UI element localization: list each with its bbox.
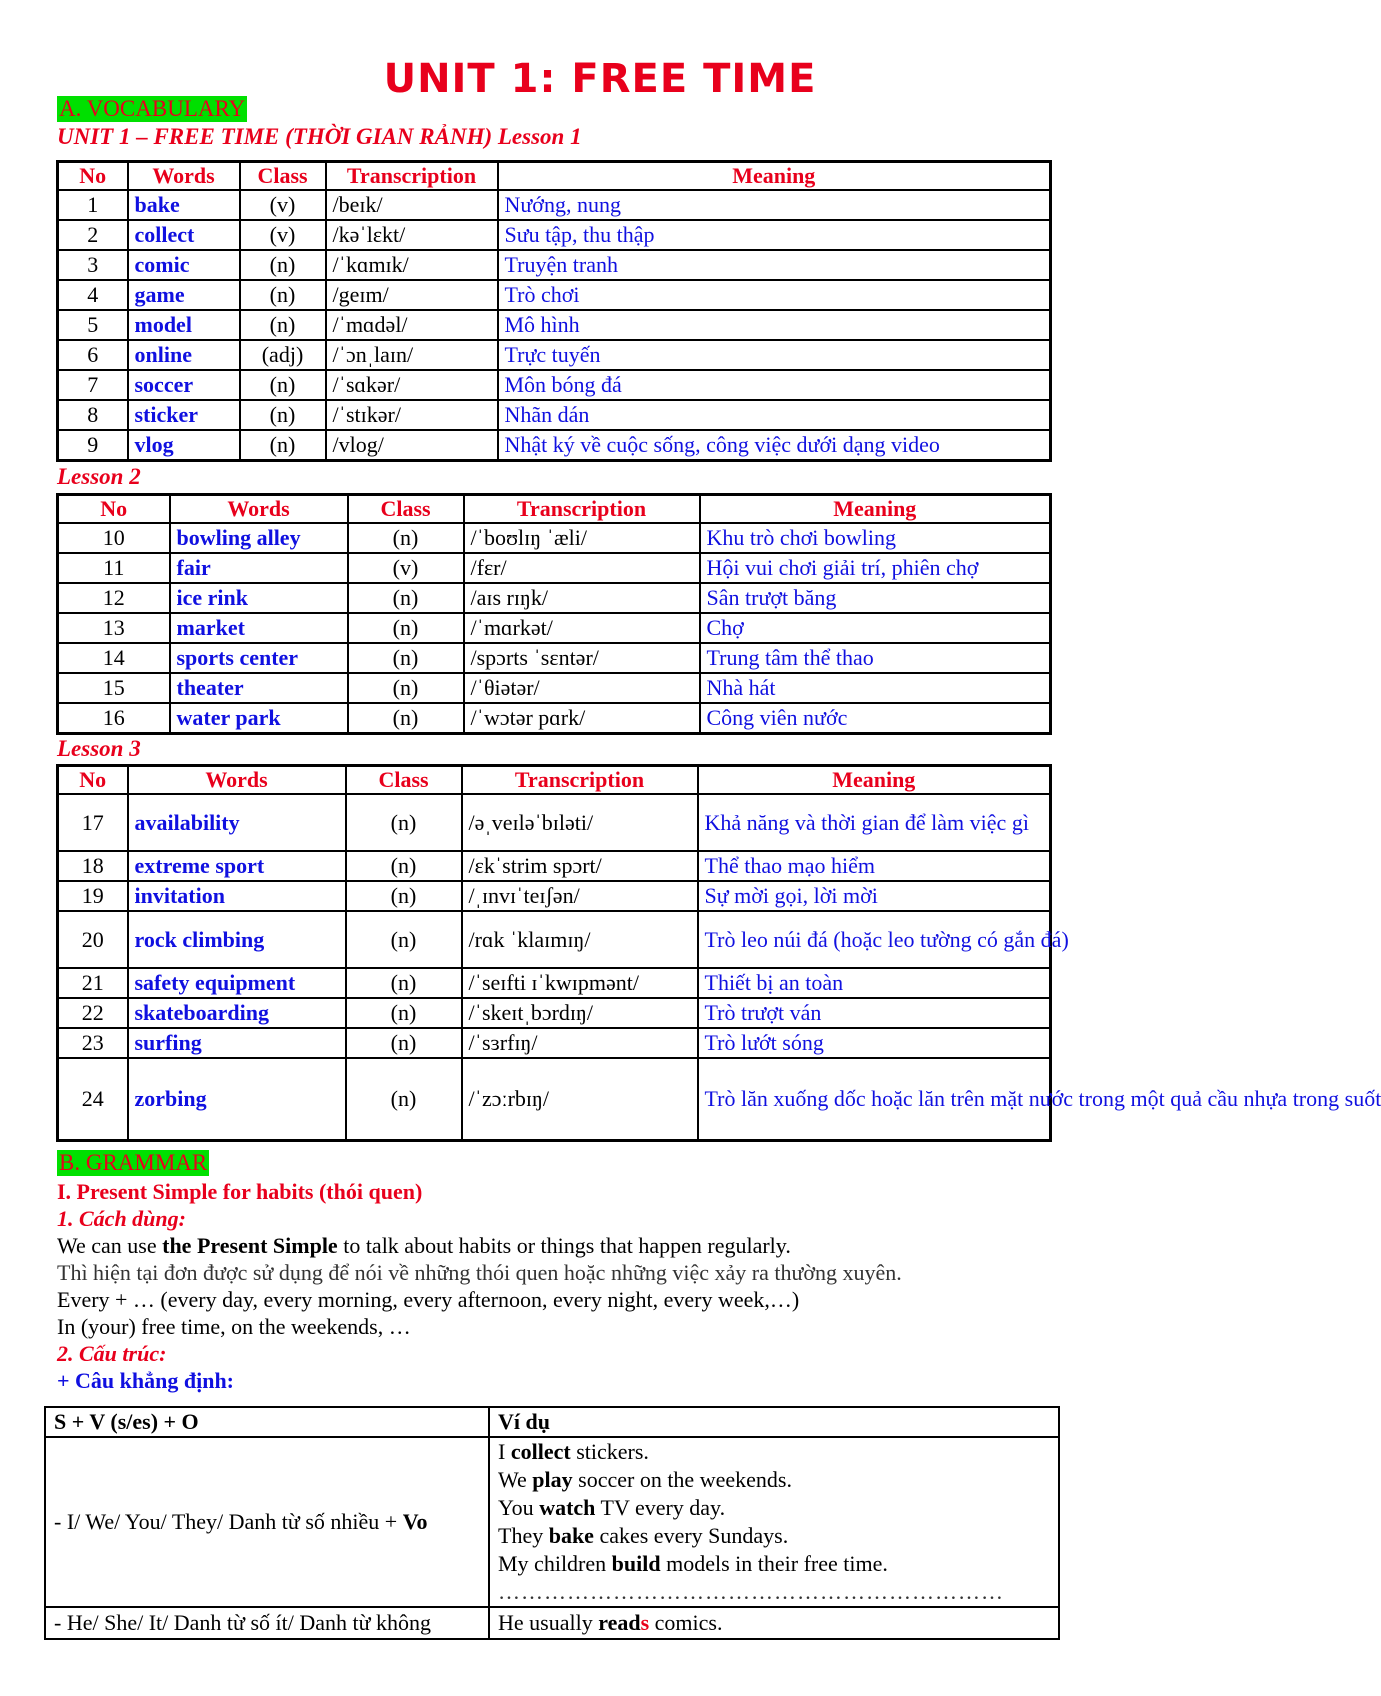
word-class-cell: (n) bbox=[346, 794, 462, 851]
transcription-cell: /ˈseɪfti ɪˈkwɪpmənt/ bbox=[462, 968, 698, 998]
usage-vietnamese: Thì hiện tại đơn được sử dụng để nói về những thói quen hoặc những việc xảy ra thường xuyên. bbox=[57, 1260, 902, 1285]
word-class-cell: (n) bbox=[348, 643, 464, 673]
example-post: stickers. bbox=[570, 1439, 649, 1464]
transcription-cell: /fɛr/ bbox=[464, 553, 700, 583]
row-number-cell: 12 bbox=[58, 583, 170, 613]
grammar-table bbox=[44, 1406, 1060, 1640]
usage-en-post: to talk about habits or things that happen regularly. bbox=[337, 1233, 791, 1258]
meaning-cell: Nhật ký về cuộc sống, công việc dưới dạng video bbox=[498, 430, 1051, 460]
example-post: comics. bbox=[649, 1610, 723, 1635]
meaning-cell: Nhà hát bbox=[700, 673, 1051, 703]
word-class-cell: (n) bbox=[240, 250, 326, 280]
row-number-cell: 23 bbox=[58, 1028, 128, 1058]
table-row bbox=[58, 643, 1051, 673]
word-class-cell: (n) bbox=[240, 370, 326, 400]
grammar-table-header bbox=[45, 1407, 1059, 1437]
section-b-heading: B. GRAMMAR bbox=[59, 1150, 208, 1175]
table-row bbox=[58, 553, 1051, 583]
lesson3-table bbox=[56, 764, 1381, 1142]
row-number-cell: 11 bbox=[58, 553, 170, 583]
meaning-cell: Trò trượt ván bbox=[698, 998, 1051, 1028]
transcription-cell: /aɪs rɪŋk/ bbox=[464, 583, 700, 613]
transcription-cell: /ˈkɑmɪk/ bbox=[326, 250, 498, 280]
word-class-cell: (n) bbox=[240, 430, 326, 460]
example-verb: collect bbox=[510, 1439, 571, 1464]
row-number-cell: 10 bbox=[58, 523, 170, 553]
meaning-cell: Trò lướt sóng bbox=[698, 1028, 1051, 1058]
header-transcription: Transcription bbox=[464, 495, 700, 524]
word-cell: soccer bbox=[128, 370, 240, 400]
usage-en-pre: We can use bbox=[57, 1233, 163, 1258]
meaning-cell: Sân trượt băng bbox=[700, 583, 1051, 613]
row-number-cell: 14 bbox=[58, 643, 170, 673]
section-a-heading: A. VOCABULARY bbox=[59, 96, 246, 121]
row-number-cell: 18 bbox=[58, 851, 128, 881]
word-cell: vlog bbox=[128, 430, 240, 460]
page-title: UNIT 1: FREE TIME bbox=[383, 56, 817, 102]
word-class-cell: (n) bbox=[240, 400, 326, 430]
usage-label: 1. Cách dùng: bbox=[57, 1206, 186, 1231]
word-cell: zorbing bbox=[128, 1058, 346, 1140]
transcription-cell: /vlog/ bbox=[326, 430, 498, 460]
row-number-cell: 17 bbox=[58, 794, 128, 851]
example-verb-suffix: s bbox=[640, 1610, 650, 1635]
word-class-cell: (v) bbox=[240, 190, 326, 220]
example-verb: bake bbox=[548, 1523, 594, 1548]
table-row bbox=[58, 911, 1051, 968]
example-sentence bbox=[498, 1466, 1050, 1494]
transcription-cell: /əˌveɪləˈbɪləti/ bbox=[462, 794, 698, 851]
header-meaning: Meaning bbox=[498, 162, 1051, 191]
word-cell: safety equipment bbox=[128, 968, 346, 998]
example-verb: play bbox=[532, 1467, 573, 1492]
word-class-cell: (n) bbox=[346, 998, 462, 1028]
lesson1-table bbox=[56, 160, 1052, 462]
meaning-cell: Trò chơi bbox=[498, 280, 1051, 310]
meaning-cell: Mô hình bbox=[498, 310, 1051, 340]
example-verb: build bbox=[611, 1551, 661, 1576]
header-no: No bbox=[58, 162, 128, 191]
table-row bbox=[58, 310, 1051, 340]
row-number-cell: 2 bbox=[58, 220, 128, 250]
table-row bbox=[58, 794, 1051, 851]
row-number-cell: 7 bbox=[58, 370, 128, 400]
header-meaning: Meaning bbox=[698, 766, 1051, 795]
transcription-cell: /ˈɔnˌlaɪn/ bbox=[326, 340, 498, 370]
lesson2-heading: Lesson 2 bbox=[57, 464, 141, 489]
word-cell: extreme sport bbox=[128, 851, 346, 881]
plural-examples-cell bbox=[489, 1437, 1059, 1607]
meaning-cell: Khả năng và thời gian để làm việc gì bbox=[698, 794, 1051, 851]
transcription-cell: /beɪk/ bbox=[326, 190, 498, 220]
word-cell: model bbox=[128, 310, 240, 340]
table-row bbox=[58, 250, 1051, 280]
header-class: Class bbox=[348, 495, 464, 524]
word-cell: fair bbox=[170, 553, 348, 583]
header-words: Words bbox=[170, 495, 348, 524]
table-row bbox=[58, 190, 1051, 220]
transcription-cell: /ˈsɜrfɪŋ/ bbox=[462, 1028, 698, 1058]
example-pre: You bbox=[498, 1495, 540, 1520]
row-number-cell: 16 bbox=[58, 703, 170, 733]
word-cell: rock climbing bbox=[128, 911, 346, 968]
usage-english bbox=[57, 1232, 791, 1259]
row-number-cell: 13 bbox=[58, 613, 170, 643]
meaning-cell: Nướng, nung bbox=[498, 190, 1051, 220]
transcription-cell: /ˈmɑrkət/ bbox=[464, 613, 700, 643]
table-row bbox=[58, 673, 1051, 703]
table-row bbox=[58, 1028, 1051, 1058]
example-post: models in their free time. bbox=[660, 1551, 888, 1576]
table-row bbox=[58, 583, 1051, 613]
every-line: Every + … (every day, every morning, every afternoon, every night, every week,…) bbox=[57, 1287, 800, 1312]
meaning-cell: Sưu tập, thu thập bbox=[498, 220, 1051, 250]
table-row bbox=[58, 430, 1051, 460]
table-row bbox=[58, 881, 1051, 911]
example-sentence bbox=[498, 1522, 1050, 1550]
table-row bbox=[58, 523, 1051, 553]
word-class-cell: (n) bbox=[346, 968, 462, 998]
transcription-cell: /ˈmɑdəl/ bbox=[326, 310, 498, 340]
header-no: No bbox=[58, 495, 170, 524]
free-time-line: In (your) free time, on the weekends, … bbox=[57, 1314, 411, 1339]
word-class-cell: (n) bbox=[346, 911, 462, 968]
plural-subjects-text: - I/ We/ You/ They/ Danh từ số nhiều + bbox=[54, 1509, 403, 1534]
example-pre: My children bbox=[498, 1551, 612, 1576]
lesson3-heading: Lesson 3 bbox=[57, 736, 141, 761]
transcription-cell: /ˈzɔːrbɪŋ/ bbox=[462, 1058, 698, 1140]
example-sentence bbox=[498, 1550, 1050, 1578]
table-row bbox=[58, 703, 1051, 733]
transcription-cell: /spɔrts ˈsɛntər/ bbox=[464, 643, 700, 673]
word-class-cell: (v) bbox=[348, 553, 464, 583]
row-number-cell: 4 bbox=[58, 280, 128, 310]
word-class-cell: (n) bbox=[348, 523, 464, 553]
example-verb: watch bbox=[539, 1495, 596, 1520]
row-number-cell: 24 bbox=[58, 1058, 128, 1140]
example-post: TV every day. bbox=[595, 1495, 726, 1520]
usage-en-bold: the Present Simple bbox=[162, 1233, 338, 1258]
row-number-cell: 19 bbox=[58, 881, 128, 911]
example-post: cakes every Sundays. bbox=[593, 1523, 789, 1548]
meaning-cell: Nhãn dán bbox=[498, 400, 1051, 430]
transcription-cell: /ˈwɔtər pɑrk/ bbox=[464, 703, 700, 733]
table-header-row bbox=[58, 766, 1051, 795]
transcription-cell: /ˌɪnvɪˈteɪʃən/ bbox=[462, 881, 698, 911]
word-class-cell: (v) bbox=[240, 220, 326, 250]
header-transcription: Transcription bbox=[462, 766, 698, 795]
header-class: Class bbox=[346, 766, 462, 795]
example-verb: read bbox=[598, 1610, 641, 1635]
grammar-row-plural bbox=[45, 1437, 1059, 1607]
affirmative-label: + Câu khẳng định: bbox=[57, 1368, 235, 1393]
word-cell: surfing bbox=[128, 1028, 346, 1058]
row-number-cell: 1 bbox=[58, 190, 128, 220]
table-row bbox=[58, 1058, 1051, 1140]
formula-cell: S + V (s/es) + O bbox=[45, 1407, 489, 1437]
transcription-cell: /ˈsɑkər/ bbox=[326, 370, 498, 400]
word-class-cell: (n) bbox=[348, 673, 464, 703]
transcription-cell: /ˈboʊlɪŋ ˈæli/ bbox=[464, 523, 700, 553]
row-number-cell: 6 bbox=[58, 340, 128, 370]
row-number-cell: 8 bbox=[58, 400, 128, 430]
word-cell: bowling alley bbox=[170, 523, 348, 553]
word-cell: bake bbox=[128, 190, 240, 220]
row-number-cell: 9 bbox=[58, 430, 128, 460]
meaning-cell: Công viên nước bbox=[700, 703, 1051, 733]
word-cell: collect bbox=[128, 220, 240, 250]
word-cell: water park bbox=[170, 703, 348, 733]
meaning-cell: Hội vui chơi giải trí, phiên chợ bbox=[700, 553, 1051, 583]
meaning-cell: Thể thao mạo hiểm bbox=[698, 851, 1051, 881]
singular-example-cell bbox=[489, 1607, 1059, 1639]
word-class-cell: (n) bbox=[348, 583, 464, 613]
word-class-cell: (adj) bbox=[240, 340, 326, 370]
word-cell: sports center bbox=[170, 643, 348, 673]
word-cell: online bbox=[128, 340, 240, 370]
transcription-cell: /rɑk ˈklaɪmɪŋ/ bbox=[462, 911, 698, 968]
word-cell: theater bbox=[170, 673, 348, 703]
table-row bbox=[58, 968, 1051, 998]
word-cell: comic bbox=[128, 250, 240, 280]
word-class-cell: (n) bbox=[240, 310, 326, 340]
meaning-cell: Thiết bị an toàn bbox=[698, 968, 1051, 998]
header-class: Class bbox=[240, 162, 326, 191]
table-header-row bbox=[58, 495, 1051, 524]
grammar-row-singular bbox=[45, 1607, 1059, 1639]
transcription-cell: /ˈθiətər/ bbox=[464, 673, 700, 703]
word-class-cell: (n) bbox=[348, 613, 464, 643]
example-blank-line: ………………………………………………………… bbox=[498, 1579, 1004, 1604]
table-row bbox=[58, 340, 1051, 370]
table-row bbox=[58, 400, 1051, 430]
table-row bbox=[58, 220, 1051, 250]
meaning-cell: Môn bóng đá bbox=[498, 370, 1051, 400]
table-header-row bbox=[58, 162, 1051, 191]
meaning-cell: Chợ bbox=[700, 613, 1051, 643]
header-no: No bbox=[58, 766, 128, 795]
transcription-cell: /ˈskeɪtˌbɔrdɪŋ/ bbox=[462, 998, 698, 1028]
word-class-cell: (n) bbox=[346, 1058, 462, 1140]
example-pre: They bbox=[498, 1523, 549, 1548]
row-number-cell: 15 bbox=[58, 673, 170, 703]
table-row bbox=[58, 998, 1051, 1028]
meaning-cell: Trò lăn xuống dốc hoặc lăn trên mặt nước trong một quả cầu nhựa trong suốt bbox=[698, 1058, 1051, 1140]
meaning-cell: Trò leo núi đá (hoặc leo tường có gắn đá) bbox=[698, 911, 1051, 968]
plural-subjects-cell bbox=[45, 1437, 489, 1607]
word-cell: skateboarding bbox=[128, 998, 346, 1028]
word-cell: game bbox=[128, 280, 240, 310]
transcription-cell: /kəˈlɛkt/ bbox=[326, 220, 498, 250]
structure-label: 2. Cấu trúc: bbox=[57, 1341, 167, 1366]
word-cell: market bbox=[170, 613, 348, 643]
word-cell: sticker bbox=[128, 400, 240, 430]
example-pre: I bbox=[498, 1439, 511, 1464]
table-row bbox=[58, 370, 1051, 400]
row-number-cell: 22 bbox=[58, 998, 128, 1028]
row-number-cell: 20 bbox=[58, 911, 128, 968]
meaning-cell: Trung tâm thể thao bbox=[700, 643, 1051, 673]
example-pre: He usually bbox=[498, 1610, 599, 1635]
word-class-cell: (n) bbox=[240, 280, 326, 310]
meaning-cell: Khu trò chơi bowling bbox=[700, 523, 1051, 553]
meaning-cell: Sự mời gọi, lời mời bbox=[698, 881, 1051, 911]
row-number-cell: 21 bbox=[58, 968, 128, 998]
word-cell: invitation bbox=[128, 881, 346, 911]
word-class-cell: (n) bbox=[346, 851, 462, 881]
word-cell: availability bbox=[128, 794, 346, 851]
plural-verb-form: Vo bbox=[402, 1509, 428, 1534]
lesson1-heading: UNIT 1 – FREE TIME (THỜI GIAN RẢNH) Lesson 1 bbox=[57, 124, 582, 149]
table-row bbox=[58, 613, 1051, 643]
transcription-cell: /ˈstɪkər/ bbox=[326, 400, 498, 430]
example-sentence bbox=[498, 1494, 1050, 1522]
table-row bbox=[58, 280, 1051, 310]
row-number-cell: 5 bbox=[58, 310, 128, 340]
meaning-cell: Truyện tranh bbox=[498, 250, 1051, 280]
example-header-cell: Ví dụ bbox=[489, 1407, 1059, 1437]
grammar-heading: I. Present Simple for habits (thói quen) bbox=[57, 1179, 423, 1204]
example-post: soccer on the weekends. bbox=[572, 1467, 792, 1492]
word-class-cell: (n) bbox=[348, 703, 464, 733]
row-number-cell: 3 bbox=[58, 250, 128, 280]
word-class-cell: (n) bbox=[346, 1028, 462, 1058]
example-sentence bbox=[498, 1438, 1050, 1466]
meaning-cell: Trực tuyến bbox=[498, 340, 1051, 370]
table-row bbox=[58, 851, 1051, 881]
transcription-cell: /geɪm/ bbox=[326, 280, 498, 310]
header-meaning: Meaning bbox=[700, 495, 1051, 524]
header-words: Words bbox=[128, 766, 346, 795]
example-pre: We bbox=[498, 1467, 533, 1492]
singular-subjects-cell: - He/ She/ It/ Danh từ số ít/ Danh từ không bbox=[45, 1607, 489, 1639]
header-transcription: Transcription bbox=[326, 162, 498, 191]
header-words: Words bbox=[128, 162, 240, 191]
word-class-cell: (n) bbox=[346, 881, 462, 911]
lesson2-table bbox=[56, 493, 1052, 735]
word-cell: ice rink bbox=[170, 583, 348, 613]
transcription-cell: /ɛkˈstrim spɔrt/ bbox=[462, 851, 698, 881]
